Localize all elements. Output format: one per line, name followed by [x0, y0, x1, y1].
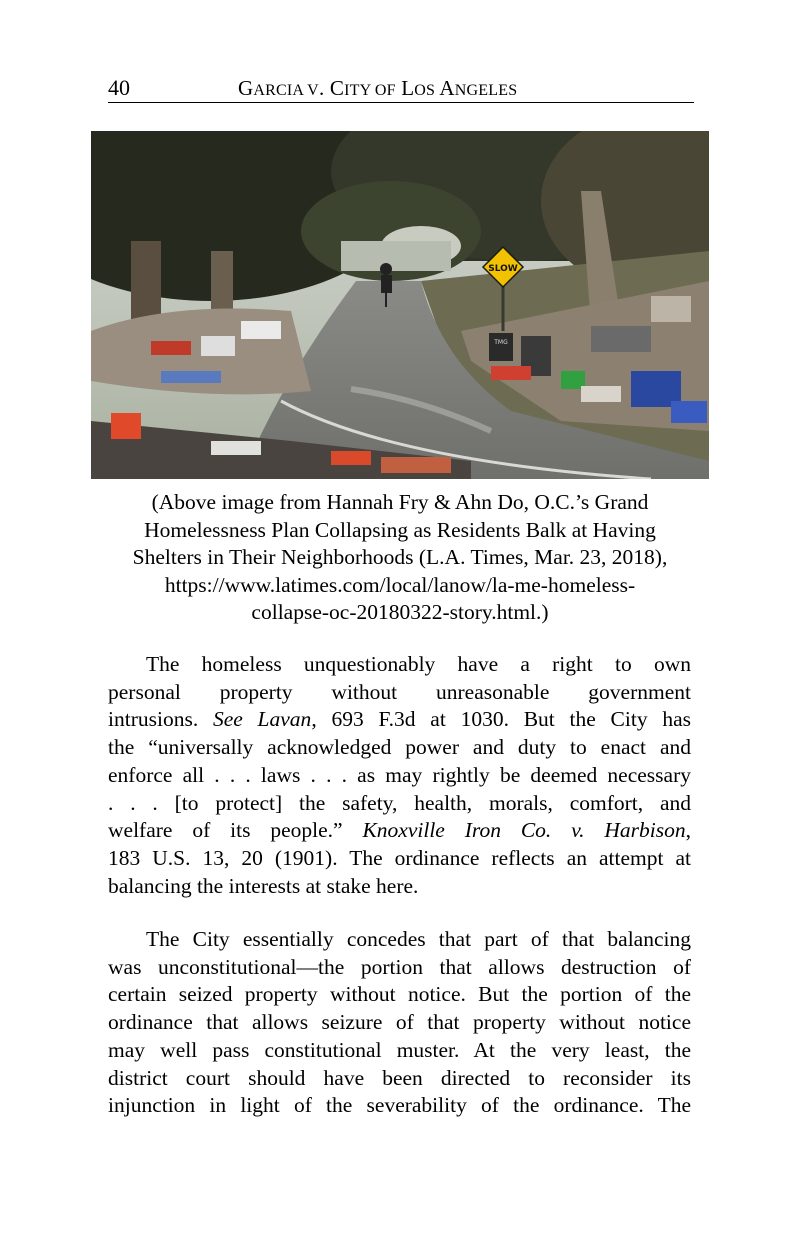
caption-line: (Above image from Hannah Fry & Ahn Do, O.C.’s Grand — [151, 490, 649, 514]
figure-caption — [91, 489, 709, 627]
text-line: enforce all . . . laws . . . as may rightly be deemed necessary — [108, 762, 691, 787]
text-line: may well pass constitutional muster. At the very least, the — [108, 1037, 691, 1062]
running-header — [108, 73, 694, 103]
text-line: The City essentially concedes that part of that balancing — [146, 927, 691, 951]
text-line: ordinance that allows seizure of that property without notice — [108, 1010, 691, 1035]
text-line: personal property without unreasonable government — [108, 679, 691, 704]
paragraph-1 — [108, 651, 691, 900]
bin-text: TMG — [494, 339, 508, 346]
text-line: welfare of its people.” Knoxville Iron Co. v. Harbison, — [108, 818, 692, 843]
text-line: balancing the interests at stake here. — [108, 873, 419, 898]
text-line: injunction in light of the severability of the ordinance. The — [108, 1093, 691, 1118]
page-number: 40 — [108, 75, 130, 100]
street-photo — [91, 131, 709, 479]
text-line: was unconstitutional—the portion that allows destruction of — [108, 954, 691, 979]
header-rule — [108, 102, 694, 103]
caption-line: collapse-oc-20180322-story.html.) — [251, 600, 549, 625]
text-line: the “universally acknowledged power and duty to enact and — [108, 735, 691, 760]
text-line: district court should have been directed to reconsider its — [108, 1065, 691, 1090]
text-line: certain seized property without notice. But the portion of the — [108, 982, 691, 1007]
text-line: intrusions. See Lavan, 693 F.3d at 1030. But the City has — [108, 707, 692, 732]
paragraph-2 — [108, 926, 691, 1120]
text-line: . . . [to protect] the safety, health, morals, comfort, and — [108, 790, 691, 815]
running-title: GARCIA V. CITY OF LOS ANGELES — [238, 76, 518, 100]
slow-sign-text: SLOW — [488, 264, 518, 274]
text-line: The homeless unquestionably have a right to own — [146, 652, 691, 676]
case-citation: Knoxville Iron Co. v. Harbison — [362, 818, 686, 843]
text-line: 183 U.S. 13, 20 (1901). The ordinance reflects an attempt at — [108, 845, 691, 870]
caption-line: Shelters in Their Neighborhoods (L.A. Times, Mar. 23, 2018), — [132, 545, 668, 570]
caption-line: Homelessness Plan Collapsing as Residents Balk at Having — [144, 517, 656, 542]
case-citation: See Lavan — [212, 707, 312, 732]
caption-line: https://www.latimes.com/local/lanow/la-me-homeless- — [164, 572, 636, 597]
